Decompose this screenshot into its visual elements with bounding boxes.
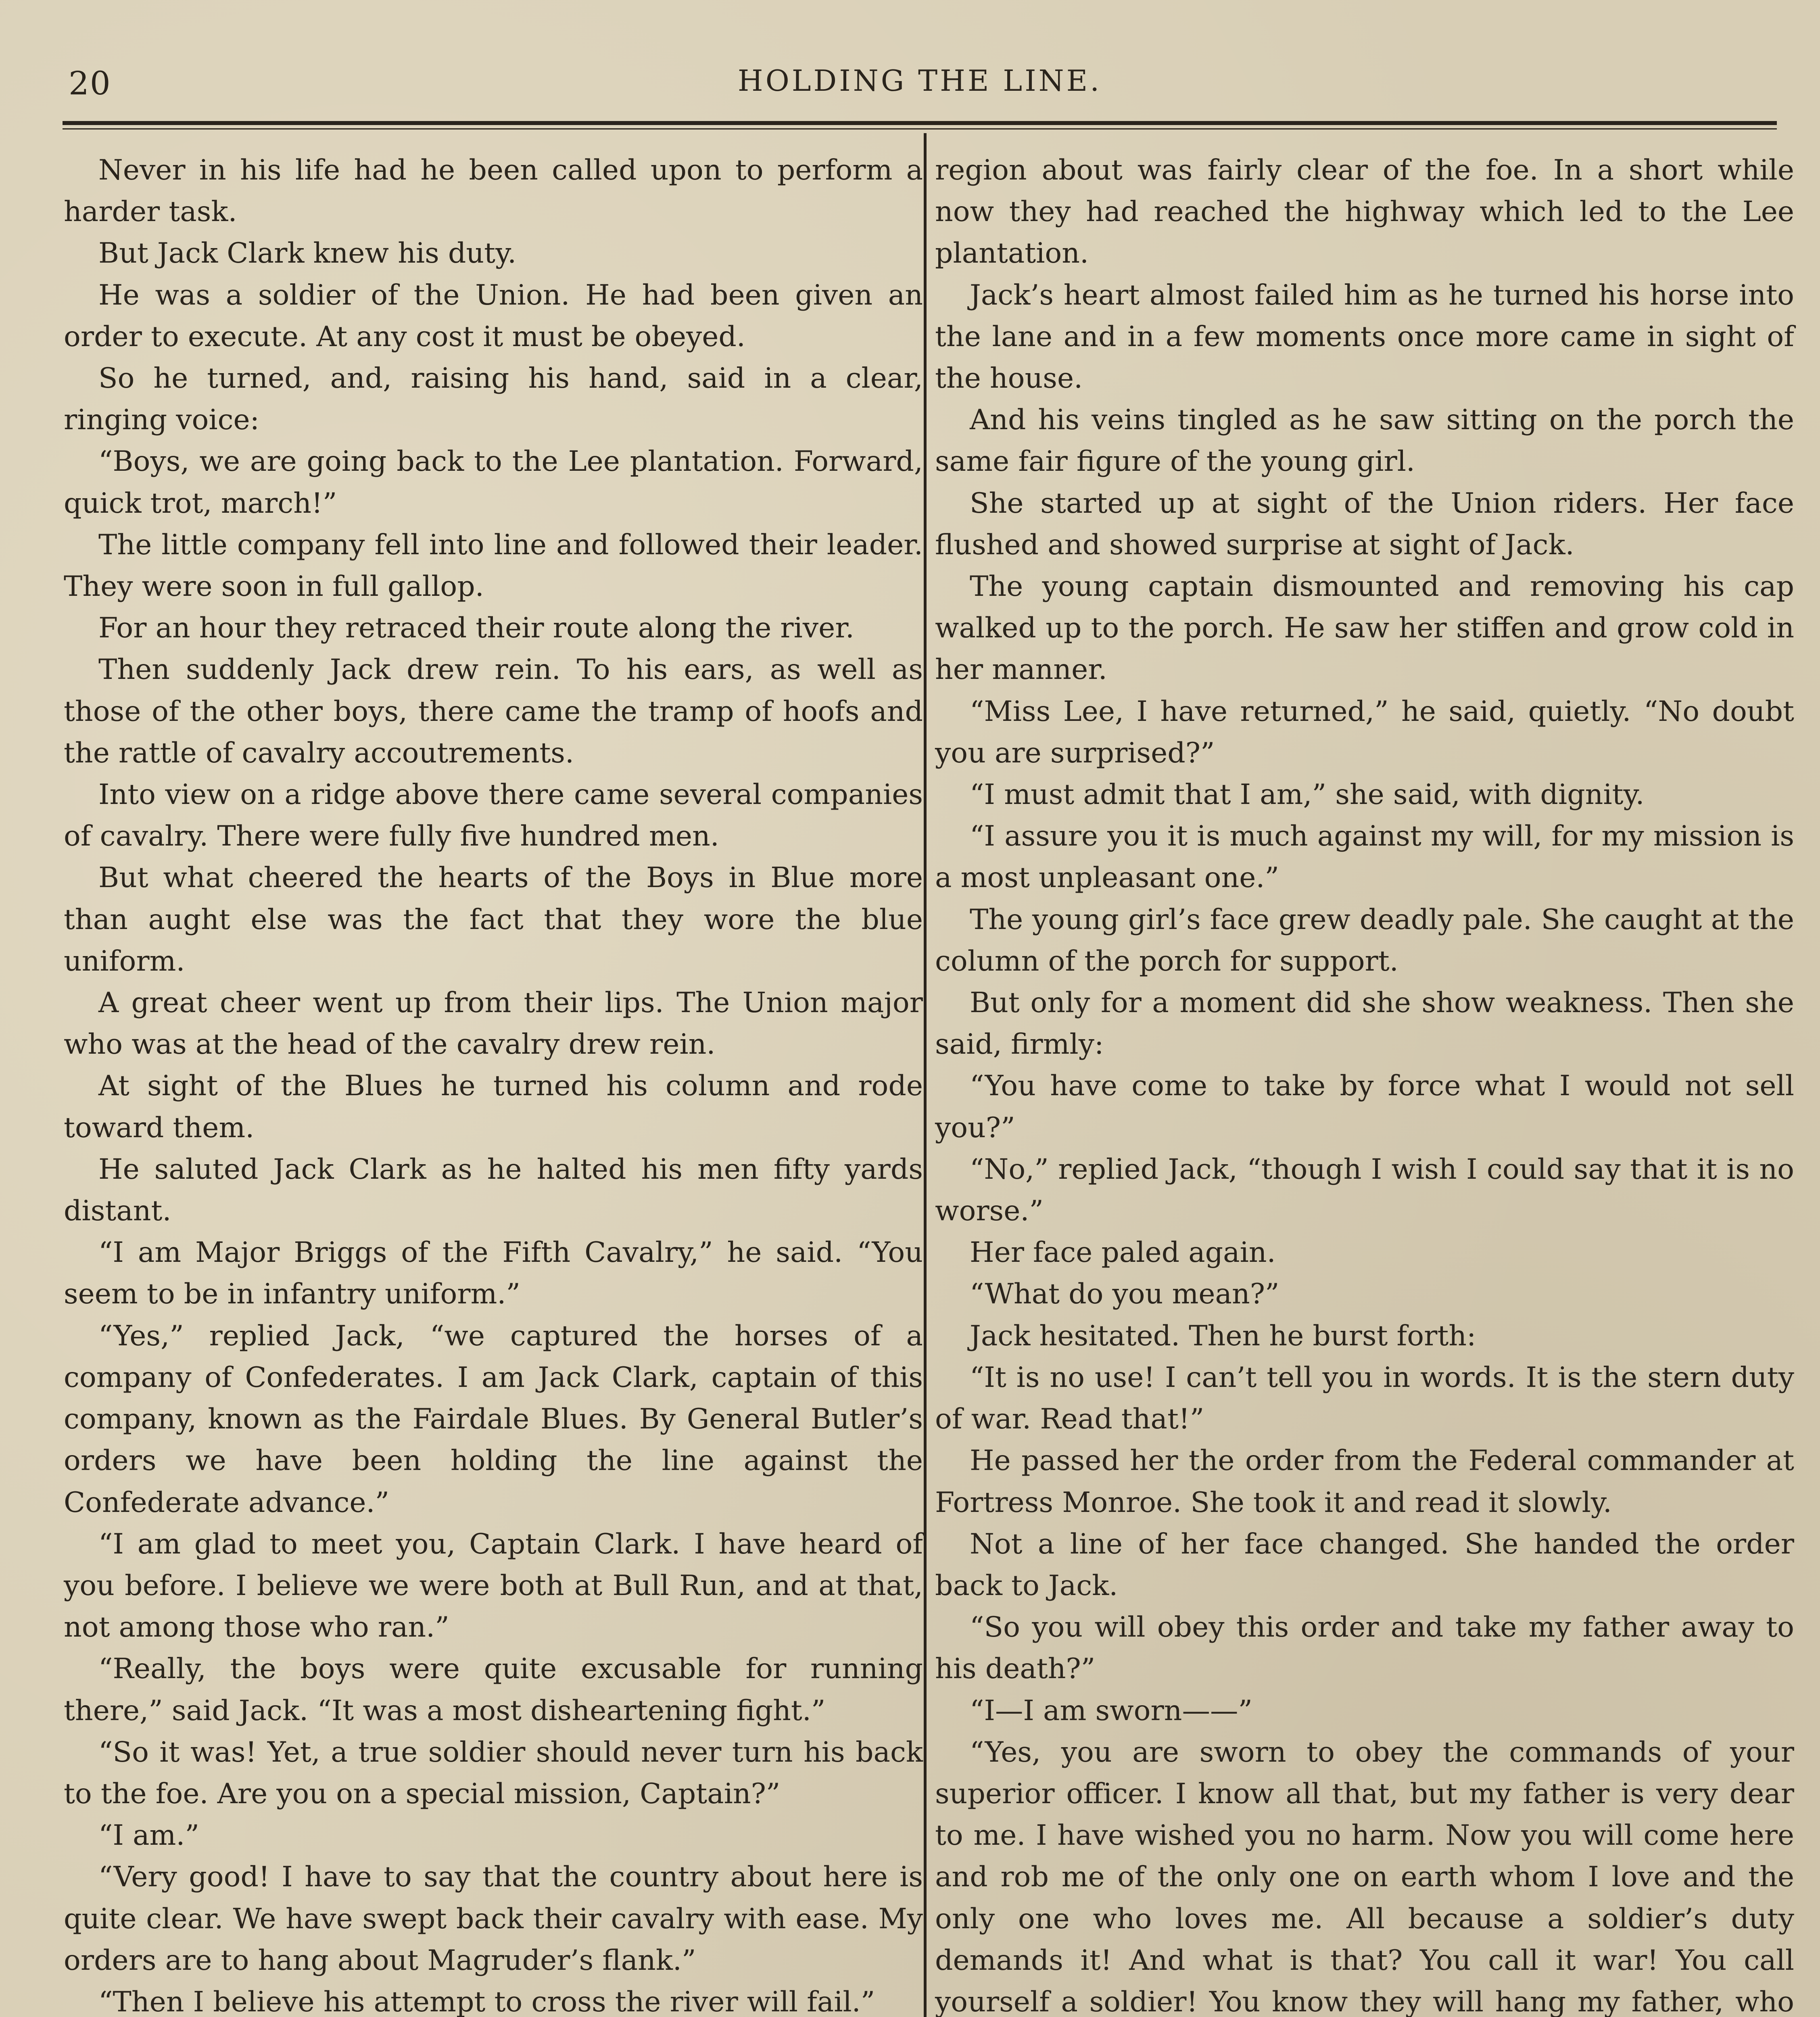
paragraph: The little company fell into line and followed their leader. They were soon in full gallop.: [64, 528, 923, 603]
paragraph: And his veins tingled as he saw sitting on the porch the same fair figure of the young girl.: [935, 403, 1794, 478]
paragraph: Not a line of her face changed. She handed the order back to Jack.: [935, 1527, 1794, 1602]
paragraph: “I assure you it is much against my will, for my mission is a most unpleasant one.”: [935, 820, 1794, 894]
paragraph: Into view on a ridge above there came several companies of cavalry. There were fully five hundred men.: [64, 778, 923, 853]
paragraph: So he turned, and, raising his hand, said in a clear, ringing voice:: [64, 362, 923, 436]
paragraph: Jack’s heart almost failed him as he turned his horse into the lane and in a few moments once more came in sight of the house.: [935, 278, 1794, 395]
paragraph: region about was fairly clear of the foe. In a short while now they had reached the highway which led to the Lee plantation.: [935, 154, 1794, 270]
paragraph: Never in his life had he been called upon to perform a harder task.: [64, 154, 923, 228]
paragraph: “It is no use! I can’t tell you in words. It is the stern duty of war. Read that!”: [935, 1361, 1794, 1436]
right-column: [935, 149, 1794, 2017]
paragraph: “No,” replied Jack, “though I wish I could say that it is no worse.”: [935, 1153, 1794, 1228]
paragraph: “So you will obey this order and take my father away to his death?”: [935, 1611, 1794, 1685]
paragraph: “Yes,” replied Jack, “we captured the horses of a company of Confederates. I am Jack Clark, captain of this company, known as the Fairdale Blues. By General Butler’s orders we have been holding the line against the Confederate advance.”: [64, 1319, 923, 1519]
header-rule-thin: [63, 128, 1777, 129]
paragraph: The young captain dismounted and removing his cap walked up to the porch. He saw her stiffen and grow cold in her manner.: [935, 570, 1794, 686]
paragraph: “So it was! Yet, a true soldier should never turn his back to the foe. Are you on a special mission, Captain?”: [64, 1735, 923, 1810]
paragraph: For an hour they retraced their route along the river.: [98, 612, 854, 645]
paragraph: “Miss Lee, I have returned,” he said, quietly. “No doubt you are surprised?”: [935, 695, 1794, 769]
paragraph: “Boys, we are going back to the Lee plantation. Forward, quick trot, march!”: [64, 445, 923, 520]
paragraph: The young girl’s face grew deadly pale. She caught at the column of the porch for support.: [935, 903, 1794, 977]
paragraph: He was a soldier of the Union. He had been given an order to execute. At any cost it must be obeyed.: [64, 278, 923, 353]
paragraph: “Very good! I have to say that the country about here is quite clear. We have swept back their cavalry with ease. My orders are to hang about Magruder’s flank.”: [64, 1860, 923, 1977]
paragraph: “I am Major Briggs of the Fifth Cavalry,” he said. “You seem to be in infantry uniform.”: [64, 1236, 923, 1311]
paragraph: But what cheered the hearts of the Boys in Blue more than aught else was the fact that they wore the blue uniform.: [64, 861, 923, 977]
paragraph: “I must admit that I am,” she said, with dignity.: [970, 778, 1645, 811]
page-header: [65, 56, 1775, 113]
column-divider: [924, 133, 927, 2017]
running-head: HOLDING THE LINE.: [737, 64, 1102, 98]
paragraph: “What do you mean?”: [970, 1278, 1279, 1311]
paragraph: A great cheer went up from their lips. The Union major who was at the head of the cavalry drew rein.: [64, 986, 923, 1061]
paragraph: “I am glad to meet you, Captain Clark. I have heard of you before. I believe we were both at Bull Run, and at that, not among those who ran.”: [64, 1527, 923, 1644]
paragraph: Jack hesitated. Then he burst forth:: [970, 1319, 1476, 1352]
header-rule: [63, 121, 1777, 125]
paragraph: Then suddenly Jack drew rein. To his ears, as well as those of the other boys, there came the tramp of hoofs and the rattle of cavalry accoutrements.: [64, 653, 923, 769]
page-number: 20: [69, 65, 111, 102]
paragraph: But Jack Clark knew his duty.: [98, 237, 517, 270]
paragraph: “I—I am sworn——”: [970, 1694, 1252, 1727]
paragraph: “Then I believe his attempt to cross the river will fail.”: [98, 1985, 875, 2017]
paragraph: “Yes, you are sworn to obey the commands of your superior officer. I know all that, but my father is very dear to me. I have wished you no harm. Now you will come here and rob me of the only one on earth whom I love and the only one who loves me. All because a soldier’s duty demands it! And what is that? You call it war! You call yourself a soldier! You know they will hang my father, who: [935, 1735, 1794, 2017]
paragraph: “You have come to take by force what I would not sell you?”: [935, 1069, 1794, 1144]
paragraph: But only for a moment did she show weakness. Then she said, firmly:: [935, 986, 1794, 1061]
paragraph: Her face paled again.: [970, 1236, 1276, 1269]
paragraph: “I am.”: [98, 1819, 200, 1852]
paragraph: He saluted Jack Clark as he halted his men fifty yards distant.: [64, 1153, 923, 1228]
left-column: [64, 149, 923, 2017]
paragraph: He passed her the order from the Federal commander at Fortress Monroe. She took it and read it slowly.: [935, 1444, 1794, 1519]
paragraph: “Really, the boys were quite excusable for running there,” said Jack. “It was a most disheartening fight.”: [64, 1652, 923, 1727]
paragraph: She started up at sight of the Union riders. Her face flushed and showed surprise at sight of Jack.: [935, 487, 1794, 561]
paragraph: At sight of the Blues he turned his column and rode toward them.: [64, 1069, 923, 1144]
